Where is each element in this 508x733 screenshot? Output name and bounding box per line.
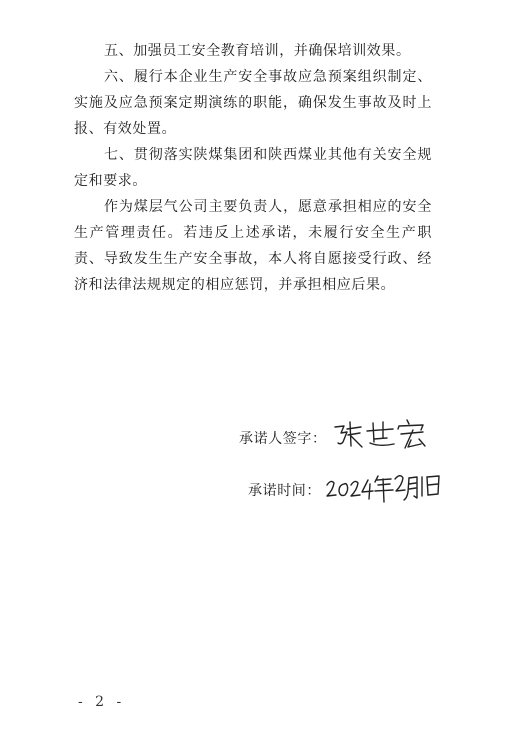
handwritten-signature bbox=[331, 418, 431, 452]
paragraph-item-6: 六、履行本企业生产安全事故应急预案组织制定、实施及应急预案定期演练的职能，确保发生事故及时上报、有效处置。 bbox=[74, 69, 432, 137]
commitment-body bbox=[74, 38, 432, 298]
page-number: - 2 - bbox=[78, 694, 126, 710]
signature-row bbox=[239, 418, 431, 452]
closing-paragraph: 作为煤层气公司主要负责人，愿意承担相应的安全生产管理责任。若违反上述承诺，未履行安全生产职责、导致发生生产安全事故，本人将自愿接受行政、经济和法律法规规定的相应惩罚，并承担相应后果。 bbox=[74, 199, 432, 293]
date-row bbox=[248, 470, 443, 504]
paragraph-item-7: 七、贯彻落实陕煤集团和陕西煤业其他有关安全规定和要求。 bbox=[74, 147, 432, 189]
signature-label: 承诺人签字： bbox=[239, 431, 327, 447]
paragraph-item-5: 五、加强员工安全教育培训，并确保培训效果。 bbox=[104, 43, 411, 59]
handwritten-date bbox=[325, 470, 443, 504]
date-label: 承诺时间： bbox=[248, 483, 321, 499]
